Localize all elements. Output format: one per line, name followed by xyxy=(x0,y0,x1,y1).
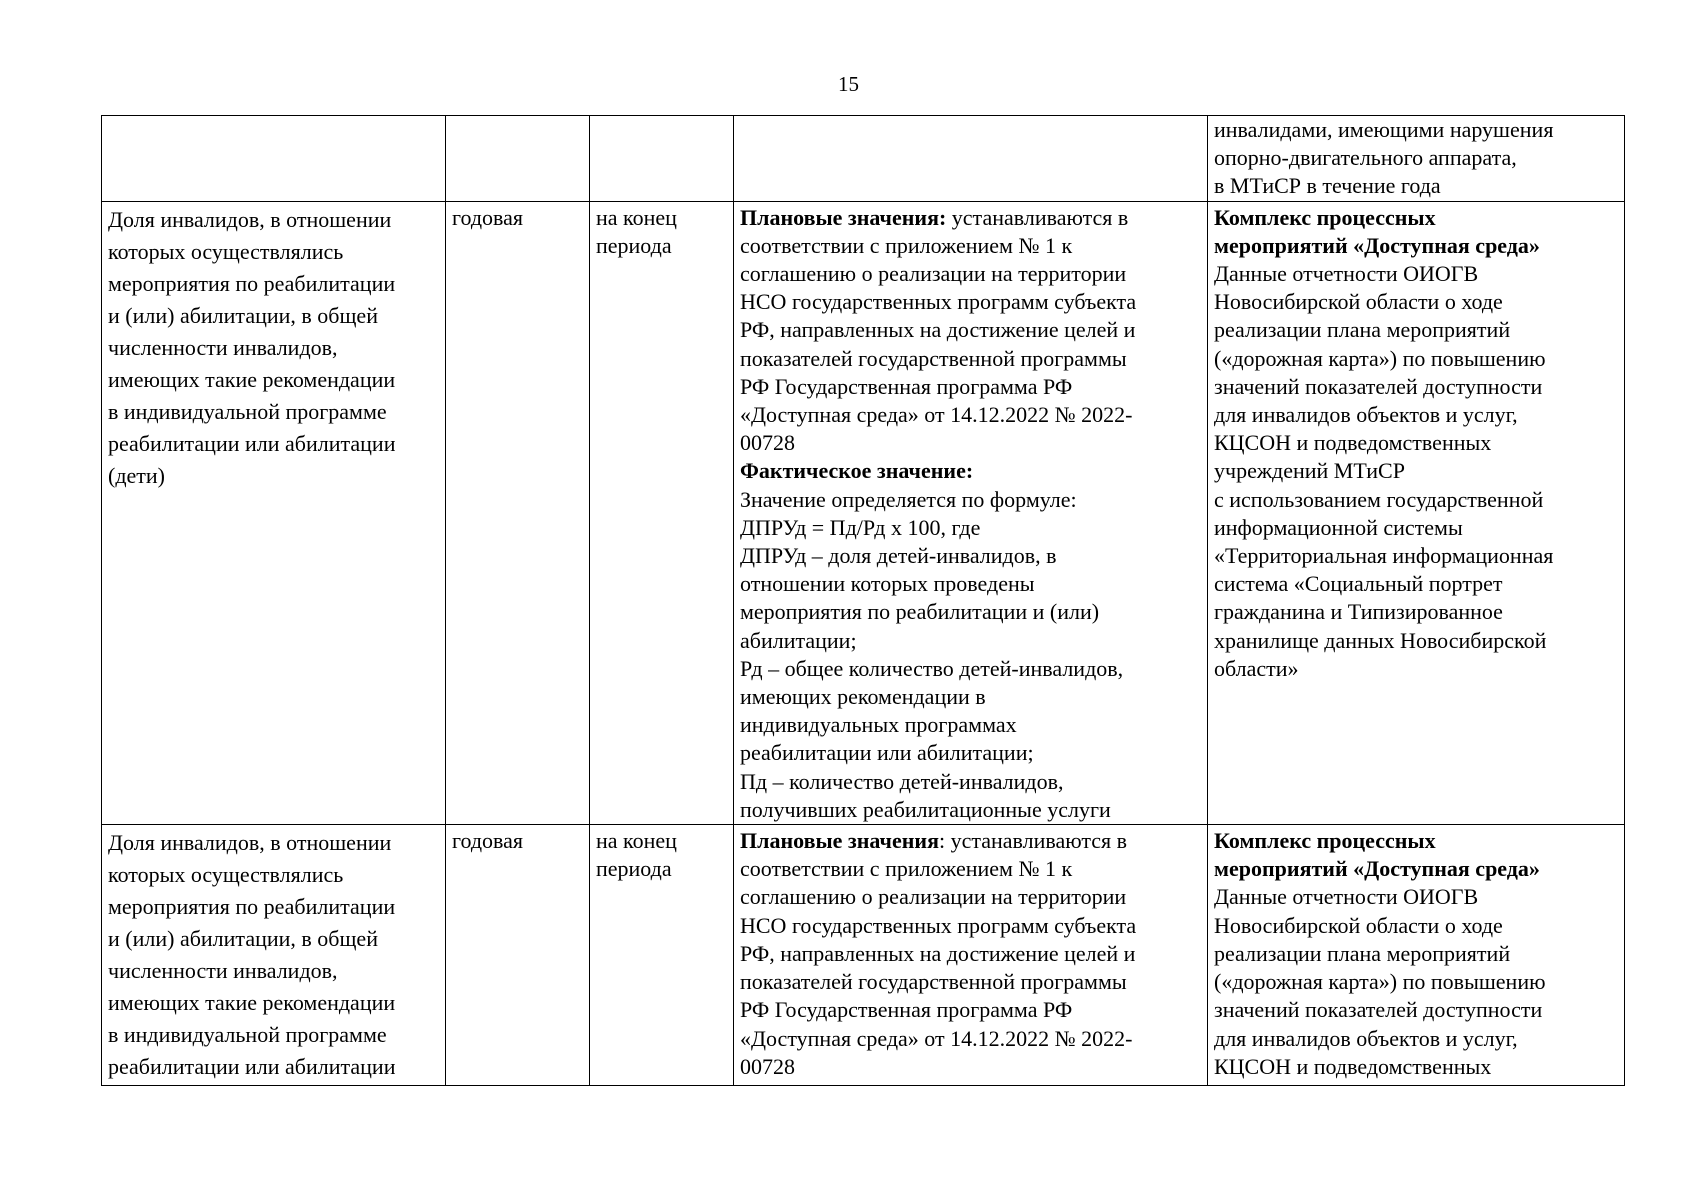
text-line xyxy=(740,570,1201,598)
text-line: («дорожная карта») по повышению xyxy=(1214,969,1546,995)
text-line: хранилище данных Новосибирской xyxy=(1214,627,1547,653)
text-line: реабилитации или абилитации xyxy=(108,430,396,456)
text-line xyxy=(740,429,1201,457)
text-line: с использованием государственной xyxy=(1214,486,1544,512)
data-source-cell xyxy=(1208,116,1625,202)
text-line xyxy=(740,655,1201,683)
text-line xyxy=(740,768,1201,796)
text-line: мероприятий «Доступная среда» xyxy=(1214,232,1540,258)
text-line xyxy=(740,855,1201,883)
table-row xyxy=(102,201,1625,824)
text-line: в МТиСР в течение года xyxy=(1214,173,1441,199)
line-text: ДПРУд = Пд/Рд х 100, где xyxy=(740,514,981,540)
moment-cell xyxy=(590,201,734,824)
text-line: и (или) абилитации, в общей xyxy=(108,926,378,952)
data-source-cell xyxy=(1208,201,1625,824)
text-line: информационной системы xyxy=(1214,514,1463,540)
text-line xyxy=(740,739,1201,767)
text-line: «Территориальная информационная xyxy=(1214,543,1554,569)
text-line: Новосибирской области о ходе xyxy=(1214,289,1503,315)
text-line: имеющих такие рекомендации xyxy=(108,366,396,392)
line-text: НСО государственных программ субъекта xyxy=(740,912,1137,938)
text-line: система «Социальный портрет xyxy=(1214,571,1503,597)
text-line xyxy=(740,373,1201,401)
line-text: соответствии с приложением № 1 к xyxy=(740,856,1073,882)
text-line xyxy=(740,1053,1201,1081)
line-text: ДПРУд – доля детей-инвалидов, в xyxy=(740,543,1057,569)
bold-label: Плановые значения xyxy=(740,828,939,854)
text-line xyxy=(740,940,1201,968)
table-row xyxy=(102,116,1625,202)
text-line: мероприятий «Доступная среда» xyxy=(1214,856,1540,882)
text-line xyxy=(740,711,1201,739)
text-line xyxy=(740,401,1201,429)
text-line: (дети) xyxy=(108,462,165,488)
text-line: которых осуществлялись xyxy=(108,238,344,264)
text-line xyxy=(740,598,1201,626)
text-line: области» xyxy=(1214,655,1299,681)
line-text: отношении которых проведены xyxy=(740,571,1035,597)
bold-label: Плановые значения: xyxy=(740,204,947,230)
text-line: гражданина и Типизированное xyxy=(1214,599,1503,625)
text-line: на конец xyxy=(596,204,677,230)
periodicity-cell xyxy=(446,116,590,202)
moment-cell xyxy=(590,116,734,202)
text-line: реализации плана мероприятий xyxy=(1214,317,1511,343)
text-line xyxy=(740,796,1201,824)
text-line: инвалидами, имеющими нарушения xyxy=(1214,117,1554,142)
text-line: учреждений МТиСР xyxy=(1214,458,1405,484)
text-line: Новосибирской области о ходе xyxy=(1214,912,1503,938)
line-text: устанавливаются в xyxy=(946,204,1129,230)
periodicity-cell xyxy=(446,825,590,1086)
table-row xyxy=(102,825,1625,1086)
line-text: 00728 xyxy=(740,430,795,456)
text-line: для инвалидов объектов и услуг, xyxy=(1214,402,1518,428)
page-number: 15 xyxy=(838,72,859,96)
text-line: КЦСОН и подведомственных xyxy=(1214,430,1492,456)
line-text: получивших реабилитационные услуги xyxy=(740,796,1111,822)
text-line: и (или) абилитации, в общей xyxy=(108,302,378,328)
line-text: реабилитации или абилитации; xyxy=(740,740,1034,766)
text-line xyxy=(740,827,1201,855)
text-line: реабилитации или абилитации xyxy=(108,1054,396,1080)
text-line: для инвалидов объектов и услуг, xyxy=(1214,1025,1518,1051)
text-line xyxy=(740,204,1201,232)
text-line xyxy=(740,912,1201,940)
line-text: имеющих рекомендации в xyxy=(740,684,986,710)
line-text: показателей государственной программы xyxy=(740,345,1127,371)
text-line: Доля инвалидов, в отношении xyxy=(108,206,392,232)
text-line xyxy=(740,968,1201,996)
text-line xyxy=(740,260,1201,288)
text-line: на конец xyxy=(596,828,677,854)
line-text: абилитации; xyxy=(740,627,857,653)
text-line: значений показателей доступности xyxy=(1214,997,1543,1023)
line-text: Рд – общее количество детей-инвалидов, xyxy=(740,655,1124,681)
text-line: годовая xyxy=(452,828,524,854)
text-line xyxy=(740,627,1201,655)
text-line: в индивидуальной программе xyxy=(108,1022,387,1048)
text-line xyxy=(740,288,1201,316)
text-line xyxy=(740,542,1201,570)
text-line: КЦСОН и подведомственных xyxy=(1214,1053,1492,1079)
text-line: численности инвалидов, xyxy=(108,958,338,984)
text-line: Данные отчетности ОИОГВ xyxy=(1214,261,1479,287)
line-text: РФ Государственная программа РФ xyxy=(740,373,1073,399)
line-text: «Доступная среда» от 14.12.2022 № 2022- xyxy=(740,1025,1133,1051)
text-line: численности инвалидов, xyxy=(108,334,338,360)
text-line: которых осуществлялись xyxy=(108,862,344,888)
text-line: в индивидуальной программе xyxy=(108,398,387,424)
text-line: Комплекс процессных xyxy=(1214,204,1436,230)
calculation-method-cell xyxy=(734,201,1208,824)
line-text: РФ Государственная программа РФ xyxy=(740,997,1073,1023)
line-text: : устанавливаются в xyxy=(938,828,1128,854)
text-line: значений показателей доступности xyxy=(1214,373,1543,399)
line-text: мероприятия по реабилитации и (или) xyxy=(740,599,1100,625)
line-text: показателей государственной программы xyxy=(740,969,1127,995)
text-line: («дорожная карта») по повышению xyxy=(1214,345,1546,371)
bold-label: Фактическое значение: xyxy=(740,458,974,484)
text-line xyxy=(740,316,1201,344)
text-line: Комплекс процессных xyxy=(1214,828,1436,854)
text-line xyxy=(740,883,1201,911)
indicator-table xyxy=(101,115,1625,1086)
text-line: периода xyxy=(596,232,672,258)
moment-cell xyxy=(590,825,734,1086)
text-line: Доля инвалидов, в отношении xyxy=(108,830,392,856)
line-text: Пд – количество детей-инвалидов, xyxy=(740,768,1064,794)
line-text: РФ, направленных на достижение целей и xyxy=(740,940,1136,966)
text-line: мероприятия по реабилитации xyxy=(108,894,396,920)
text-line: Данные отчетности ОИОГВ xyxy=(1214,884,1479,910)
text-line xyxy=(740,514,1201,542)
line-text: НСО государственных программ субъекта xyxy=(740,289,1137,315)
line-text: индивидуальных программах xyxy=(740,712,1017,738)
calculation-method-cell xyxy=(734,116,1208,202)
text-line: годовая xyxy=(452,204,524,230)
indicator-name-cell xyxy=(102,116,446,202)
text-line xyxy=(740,1025,1201,1053)
line-text: соглашению о реализации на территории xyxy=(740,884,1127,910)
data-source-cell xyxy=(1208,825,1625,1086)
text-line xyxy=(740,996,1201,1024)
indicator-name-cell xyxy=(102,201,446,824)
text-line: имеющих такие рекомендации xyxy=(108,990,396,1016)
line-text: соглашению о реализации на территории xyxy=(740,261,1127,287)
periodicity-cell xyxy=(446,201,590,824)
line-text: соответствии с приложением № 1 к xyxy=(740,232,1073,258)
text-line: реализации плана мероприятий xyxy=(1214,940,1511,966)
line-text: 00728 xyxy=(740,1053,795,1079)
calculation-method-cell xyxy=(734,825,1208,1086)
text-line xyxy=(740,345,1201,373)
text-line xyxy=(740,486,1201,514)
line-text: РФ, направленных на достижение целей и xyxy=(740,317,1136,343)
line-text: Значение определяется по формуле: xyxy=(740,486,1077,512)
text-line xyxy=(740,232,1201,260)
text-line: мероприятия по реабилитации xyxy=(108,270,396,296)
line-text: «Доступная среда» от 14.12.2022 № 2022- xyxy=(740,402,1133,428)
text-line xyxy=(740,683,1201,711)
text-line xyxy=(740,457,1201,485)
text-line: опорно-двигательного аппарата, xyxy=(1214,145,1517,171)
indicator-name-cell xyxy=(102,825,446,1086)
text-line: периода xyxy=(596,856,672,882)
